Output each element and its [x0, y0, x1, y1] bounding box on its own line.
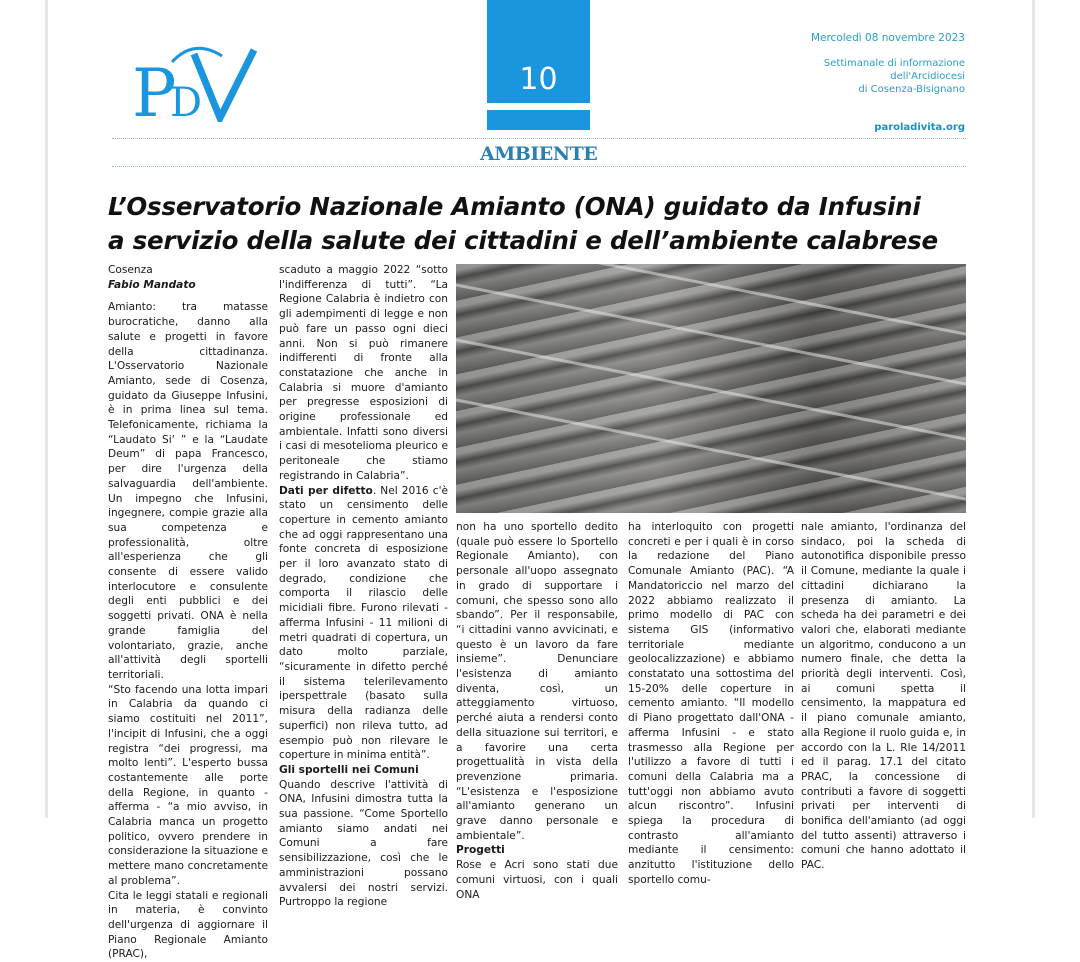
article-photo-asbestos-roof [456, 264, 966, 513]
subtitle-line: dell'Arcidiocesi [890, 71, 965, 82]
subtitle-line: di Cosenza-Bisignano [858, 84, 965, 95]
article-column-1 [108, 263, 268, 962]
paragraph: scaduto a maggio 2022 “sotto l'indifferenza di tutti”. “La Regione Calabria è indietro con gli adempimenti di legge e non può fare un passo ogni dieci anni. Non si può rimanere indifferenti di fronte alla constatazione che anche in Calabria si muore d'amianto per pregresse esposizioni di origine professionale ed ambientale. Infatti sono diversi i casi di mesotelioma pleurico e peritoneale che stiamo registrando in Calabria”. [279, 264, 448, 482]
paragraph: non ha uno sportello dedito (quale può essere lo Sportello Regionale Amianto), con personale all'uopo assegnato in grado di supportare i comuni, che spesso sono allo sbando”. Per il responsabile, “i cittadini vanno avvicinati, e questo è un lavoro da fare insieme”. Denunciare l'esistenza di amianto diventa, così, un atteggiamento virtuoso, perché aiuta a rendersi conto della situazione sui territori, e a favorire una certa progettualità in vista della prevenzione primaria. “L'esistenza e l'esposizione all'amianto generano un grave danno personale e ambientale”. [456, 521, 618, 842]
page-edge-left [45, 0, 48, 818]
article-column-3 [456, 520, 618, 902]
article-column-4 [628, 520, 794, 888]
headline-line: L’Osservatorio Nazionale Amianto (ONA) guidato da Infusini [108, 192, 921, 221]
page-edge-right [1032, 0, 1035, 818]
roof-ridge [456, 396, 966, 506]
roof-ridge [456, 281, 966, 391]
dateline: Cosenza [108, 264, 153, 276]
divider-bottom [112, 166, 966, 167]
svg-text:D: D [170, 80, 203, 122]
subheading [279, 763, 448, 778]
svg-text:P: P [132, 55, 177, 122]
publication-subtitle [824, 57, 965, 96]
pdv-logo [132, 42, 257, 122]
roof-ridge [456, 336, 966, 446]
page-number-bar [487, 110, 590, 130]
subheading [456, 843, 618, 858]
paragraph: ha interloquito con progetti concreti e per i quali è in corso la redazione del Piano Comunale Amianto (PAC). “A Mandatoriccio nel marzo del 2022 abbiamo realizzato il primo modello di PAC con sistema GIS (informativo territoriale mediante geolocalizzazione) e abbiamo constatato una sottostima del 15-20% delle coperture in cemento amianto. “Il modello di Piano progettato dall'ONA - afferma Infusini - e stato trasmesso alla Regione per l'utilizzo a favore di tutti i comuni della Calabria ma a tutt'oggi non abbiamo avuto alcun riscontro”. Infusini spiega la procedura di contrasto all'amianto mediante il censimento: anzitutto l'istituzione dello sportello comu- [628, 521, 794, 886]
subheading-text: Progetti [456, 844, 505, 857]
article-column-5 [801, 520, 966, 873]
section-title: AMBIENTE [480, 143, 598, 165]
article-column-2 [279, 263, 448, 910]
paragraph: nale amianto, l'ordinanza del sindaco, poi la scheda di autonotifica disponibile presso il Comune, mediante la quale i cittadini dichiarano la presenza di amianto. La scheda ha dei parametri e dei valori che, elaborati mediante un algoritmo, conducono a un numero finale, che detta la priorità degli interventi. Così, ai comuni spetta il censimento, la mappatura ed il piano comunale amianto, alla Regione il ruolo guida e, in accordo con la L. Rle 14/2011 ed il parag. 17.1 del citato PRAC, la concessione di contributi a favore di soggetti privati per interventi di bonifica dell'amianto (ad oggi del tutto assenti) attraverso i comuni che hanno adottato il PAC. [801, 521, 966, 872]
headline-line: a servizio della salute dei cittadini e dell’ambiente calabrese [108, 226, 938, 255]
roof-ridge [456, 264, 966, 340]
divider-top [112, 138, 966, 139]
paragraph [279, 484, 448, 763]
website-link[interactable]: paroladivita.org [874, 122, 965, 133]
issue-date: Mercoledì 08 novembre 2023 [810, 32, 965, 44]
spacer [108, 292, 268, 300]
paragraph: Cita le leggi statali e regionali in materia, è convinto dell'urgenza di aggiornare il Piano Regionale Amianto (PRAC), [108, 889, 268, 961]
author-byline: Fabio Mandato [108, 278, 196, 291]
paragraph: “Sto facendo una lotta impari in Calabria da quando ci siamo costituiti nel 2011”, l'incipit di Infusini, che a oggi registra “dei progressi, ma molto lenti”. L'esperto bussa costantemente alle porte della Regione, in quanto - afferma - “a mio avviso, in Calabria manca un progetto politico, ovvero prendere in considerazione la situazione e mettere mano concretamente al problema”. [108, 683, 268, 887]
paragraph: Amianto: tra matasse burocratiche, danno alla salute e progetti in favore della cittadinanza. L'Osservatorio Nazionale Amianto, sede di Cosenza, guidato da Giuseppe Infusini, è in prima linea sul tema. Telefonicamente, richiama la “Laudato Si’ ” e la “Laudate Deum” di papa Francesco, per dire l'urgenza della salvaguardia dell'ambiente. Un impegno che Infusini, ingegnere, compie grazie alla sua competenza e professionalità, oltre all'esperienza che gli consente di essere valido interlocutore e consulente degli enti pubblici e dei soggetti privati. ONA è nella grande famiglia del volontariato, grazie, anche all'attività degli sportelli territoriali. [108, 301, 268, 681]
paragraph-text: . Nel 2016 c'è stato un censimento delle coperture in cemento amianto che ad oggi rappresentano una fonte concreta di esposizione per il loro avanzato stato di degrado, condizione che comporta il rilascio delle micidiali fibre. Furono rilevati - afferma Infusini - 11 milioni di metri quadrati di copertura, un dato molto parziale, “sicuramente in difetto perché il sistema telerilevamento iperspettrale (basato sulla misura della radianza delle superfici) non rileva tutto, ad esempio può non rilevare le coperture in minima entità”. [279, 484, 448, 762]
page-number: 10 [487, 0, 590, 103]
subheading: Dati per difetto [279, 484, 373, 497]
article-headline [108, 190, 978, 258]
paragraph: Quando descrive l'attività di ONA, Infusini dimostra tutta la sua passione. “Come Sportello amianto siamo andati nei Comuni a fare sensibilizzazione, così che le amministrazioni possano avvalersi dei nostri servizi. Purtroppo la regione [279, 778, 448, 909]
subtitle-line: Settimanale di informazione [823, 58, 965, 69]
subheading-text: Gli sportelli nei Comuni [279, 763, 419, 776]
paragraph: Rose e Acri sono stati due comuni virtuosi, con i quali ONA [456, 859, 618, 901]
